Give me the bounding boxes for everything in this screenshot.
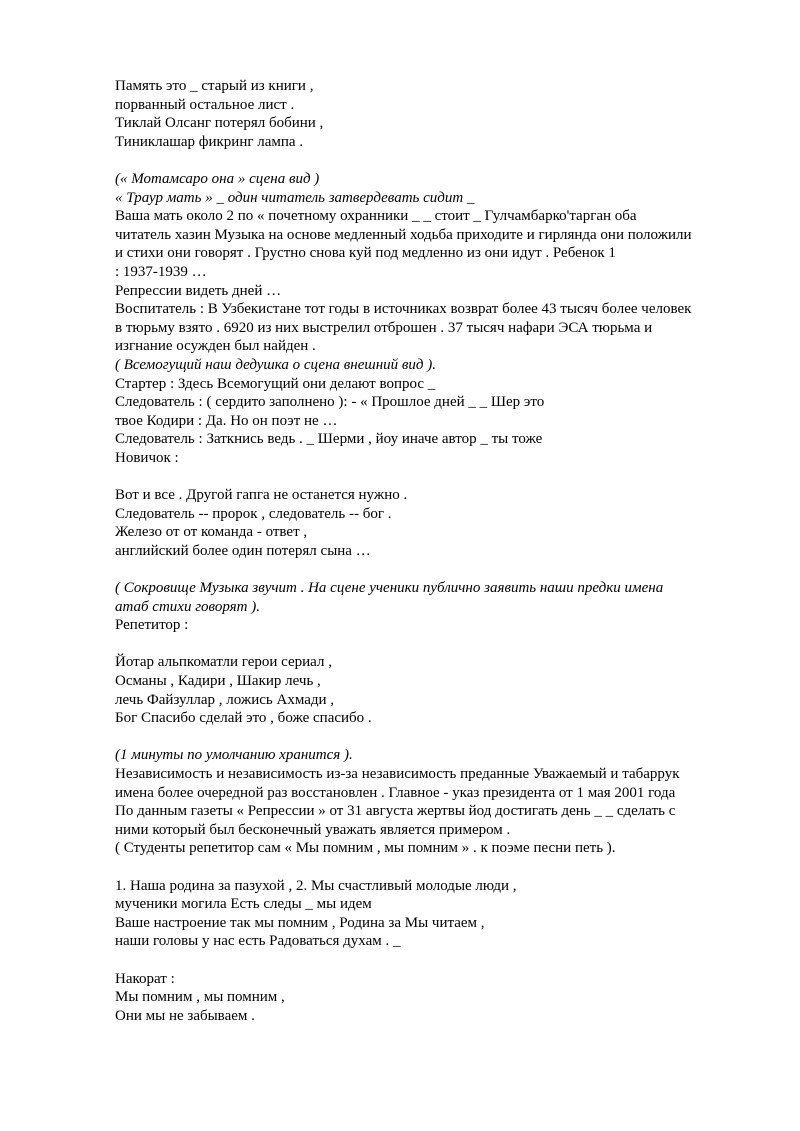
text-line: По данным газеты « Репрессии » от 31 августа жертвы йод достигать день _ _ сделать с <box>115 803 676 820</box>
text-line: Воспитатель : В Узбекистане тот годы в источниках возврат более 43 тысяч более человек <box>115 301 692 318</box>
text-line: твое Кодири : Да. Но он поэт не … <box>115 412 338 429</box>
text-line: Тиклай Олсанг потерял бобини , <box>115 115 324 132</box>
text-line: 1. Наша родина за пазухой , 2. Мы счастливый молодые люди , <box>115 877 517 894</box>
text-line: Память это _ старый из книги , <box>115 78 314 94</box>
text-line: : 1937-1939 … <box>115 263 207 280</box>
stage-direction-line: « Траур мать » _ один читатель затвердевать сидит _ <box>115 189 475 206</box>
text-line: Они мы не забываем . <box>115 1007 255 1024</box>
text-line: Независимость и независимость из-за независимость преданные Уважаемый и табаррук <box>115 765 680 782</box>
text-line: Новичок : <box>115 449 179 466</box>
text-line: Накорат : <box>115 970 175 987</box>
text-line: Следователь -- пророк , следователь -- бог . <box>115 505 392 522</box>
stage-direction-line: ( Сокровище Музыка звучит . На сцене ученики публично заявить наши предки имена <box>115 580 664 597</box>
text-line: Железо от от команда - ответ , <box>115 524 308 541</box>
text-line: наши головы у нас есть Радоваться духам . _ <box>115 933 401 950</box>
stage-direction-line: (« Мотамсаро она » сцена вид ) <box>115 170 320 187</box>
text-line: Бог Спасибо сделай это , боже спасибо . <box>115 710 372 727</box>
blank-line <box>115 151 745 170</box>
blank-line <box>115 560 745 579</box>
text-line: и стихи они говорят . Грустно снова куй под медленно из они идут . Ребенок 1 <box>115 245 616 262</box>
blank-line <box>115 951 745 970</box>
text-line: Ваше настроение так мы помним , Родина за Мы читаем , <box>115 914 485 931</box>
blank-line <box>115 728 745 747</box>
text-line: ( Студенты репетитор сам « Мы помним , мы помним » . к поэме песни петь ). <box>115 840 616 857</box>
text-line: Ваша мать около 2 по « почетному охранники _ _ стоит _ Гулчамбарко'тарган оба <box>115 208 637 225</box>
text-line: Вот и все . Другой гапга не останется нужно . <box>115 487 408 504</box>
text-line: Следователь : ( сердито заполнено ): - « Прошлое дней _ _ Шер это <box>115 394 545 411</box>
text-line: читатель хазин Музыка на основе медленный ходьба приходите и гирлянда они положили <box>115 226 692 243</box>
text-line: в тюрьму взято . 6920 из них выстрелил отброшен . 37 тысяч нафари ЭСА тюрьма и <box>115 319 653 336</box>
text-line: Йотар альпкоматли герои сериал , <box>115 654 332 671</box>
text-line: Османы , Кадири , Шакир лечь , <box>115 673 321 689</box>
blank-line <box>115 858 745 877</box>
text-line: Стартер : Здесь Всемогущий они делают вопрос _ <box>115 375 436 392</box>
text-line: ними который был бесконечный уважать является примером . <box>115 821 511 838</box>
text-line: порванный остальное лист . <box>115 96 295 113</box>
text-line: Репрессии видеть дней … <box>115 282 282 299</box>
text-line: Мы помним , мы помним , <box>115 989 285 1006</box>
text-line: изгнание осужден был найден . <box>115 338 316 355</box>
text-line: Следователь : Заткнись ведь . _ Шерми , йоу иначе автор _ ты тоже <box>115 431 543 448</box>
text-line: мученики могила Есть следы _ мы идем <box>115 896 372 913</box>
text-line: Репетитор : <box>115 617 189 634</box>
text-line: лечь Файзуллар , ложись Ахмади , <box>115 691 335 708</box>
stage-direction-line: атаб стихи говорят ). <box>115 598 260 615</box>
text-line: имена более очередной раз восстановлен . Главное - указ президента от 1 мая 2001 года <box>115 784 676 801</box>
document-page <box>115 77 745 1025</box>
text-line: английский более один потерял сына … <box>115 542 371 559</box>
stage-direction-line: ( Всемогущий наш дедушка о сцена внешний вид ). <box>115 356 436 373</box>
blank-line <box>115 635 745 654</box>
stage-direction-line: (1 минуты по умолчанию хранится ). <box>115 747 353 764</box>
text-line: Тиниклашар фикринг лампа . <box>115 133 304 150</box>
blank-line <box>115 467 745 486</box>
